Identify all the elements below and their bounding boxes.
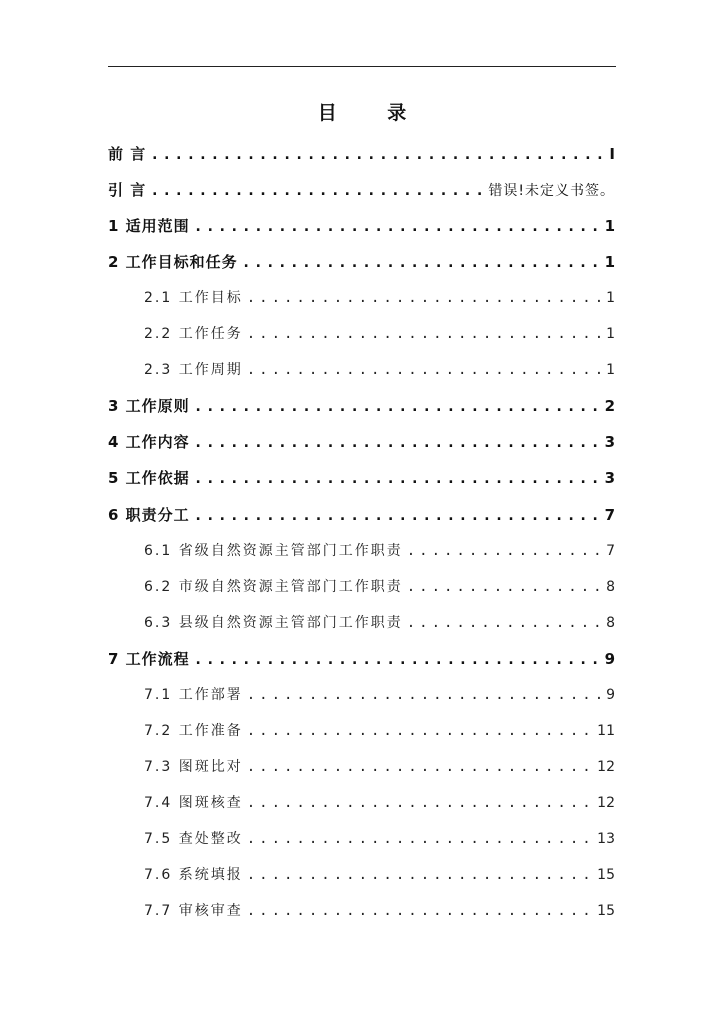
toc-entry-label: 6.3 县级自然资源主管部门工作职责 (144, 615, 403, 631)
toc-leader-dots (247, 903, 593, 919)
header-rule (108, 66, 616, 67)
toc-entry-2-2[interactable] (144, 323, 615, 347)
toc-leader-dots (194, 506, 601, 524)
toc-leader-dots (247, 290, 602, 306)
toc-entry-7-4[interactable] (144, 792, 615, 816)
toc-page-number: 8 (606, 615, 615, 631)
toc-entry-introduction[interactable] (108, 179, 615, 203)
toc-entry-2-1[interactable] (144, 287, 615, 311)
toc-page-number: 8 (606, 579, 615, 595)
page-title: 目 录 (317, 102, 429, 124)
toc-entry-7-1[interactable] (144, 684, 615, 708)
toc-entry-7-7[interactable] (144, 900, 615, 924)
toc-page-number: 9 (606, 687, 615, 703)
toc-page-number: 7 (604, 506, 615, 524)
toc-entry-label: 6.1 省级自然资源主管部门工作职责 (144, 543, 403, 559)
toc-entry-6[interactable] (108, 504, 615, 528)
toc-entry-preface[interactable] (108, 143, 615, 167)
toc-entry-1[interactable] (108, 215, 615, 239)
toc-page-number: 1 (606, 362, 615, 378)
toc-page-number: 1 (604, 217, 615, 235)
toc-leader-dots (242, 253, 601, 271)
toc-page-number: I (609, 145, 615, 163)
toc-entry-label: 7.1 工作部署 (144, 687, 243, 703)
toc-page-number: 3 (604, 469, 615, 487)
toc-leader-dots (247, 795, 593, 811)
toc-entry-label: 7.7 审核审查 (144, 903, 243, 919)
toc-entry-label: 2.2 工作任务 (144, 326, 243, 342)
toc-entry-2[interactable] (108, 251, 615, 275)
toc-entry-label: 4 工作内容 (108, 433, 190, 451)
toc-page-number: 3 (604, 433, 615, 451)
toc-leader-dots (194, 469, 601, 487)
toc-entry-7-6[interactable] (144, 864, 615, 888)
toc-entry-6-1[interactable] (144, 540, 615, 564)
toc-entry-2-3[interactable] (144, 359, 615, 383)
toc-entry-label: 7.3 图斑比对 (144, 759, 243, 775)
toc-entry-label: 7.6 系统填报 (144, 867, 243, 883)
toc-entry-7-2[interactable] (144, 720, 615, 744)
toc-entry-label: 6.2 市级自然资源主管部门工作职责 (144, 579, 403, 595)
toc-entry-3[interactable] (108, 395, 615, 419)
toc-entry-label: 前 言 (108, 145, 147, 163)
toc-entry-label: 7.2 工作准备 (144, 723, 243, 739)
toc-leader-dots (247, 687, 602, 703)
toc-leader-dots (407, 543, 602, 559)
toc-entry-6-2[interactable] (144, 576, 615, 600)
toc-entry-label: 2.1 工作目标 (144, 290, 243, 306)
toc-entry-4[interactable] (108, 431, 615, 455)
toc-page-number: 12 (597, 759, 615, 775)
toc-leader-dots (194, 397, 601, 415)
toc-leader-dots (247, 723, 593, 739)
toc-leader-dots (194, 650, 601, 668)
toc-leader-dots (194, 217, 601, 235)
toc-entry-7-3[interactable] (144, 756, 615, 780)
toc-entry-label: 1 适用范围 (108, 217, 190, 235)
toc-page-number: 1 (606, 326, 615, 342)
toc-entry-label: 2 工作目标和任务 (108, 253, 238, 271)
toc-entry-label: 2.3 工作周期 (144, 362, 243, 378)
toc-leader-dots (247, 362, 602, 378)
toc-leader-dots (247, 867, 593, 883)
toc-entry-7[interactable] (108, 648, 615, 672)
toc-leader-dots (247, 759, 593, 775)
toc-entry-label: 5 工作依据 (108, 469, 190, 487)
toc-leader-dots (150, 145, 605, 163)
toc-leader-dots (407, 615, 602, 631)
toc-entry-label: 7 工作流程 (108, 650, 190, 668)
toc-entry-label: 7.4 图斑核查 (144, 795, 243, 811)
toc-entry-label: 3 工作原则 (108, 397, 190, 415)
toc-page-error-text: 错误!未定义书签。 (488, 183, 615, 199)
toc-leader-dots (407, 579, 602, 595)
toc-leader-dots (247, 326, 602, 342)
toc-page-number: 12 (597, 795, 615, 811)
toc-entry-7-5[interactable] (144, 828, 615, 852)
toc-page-number: 1 (606, 290, 615, 306)
toc-entry-label: 7.5 查处整改 (144, 831, 243, 847)
toc-leader-dots (247, 831, 593, 847)
toc-page-number: 1 (604, 253, 615, 271)
toc-page-number: 7 (606, 543, 615, 559)
toc-page-number: 15 (597, 903, 615, 919)
toc-page-number: 9 (604, 650, 615, 668)
toc-leader-dots (150, 181, 484, 199)
toc-entry-6-3[interactable] (144, 612, 615, 636)
toc-entry-5[interactable] (108, 467, 615, 491)
toc-entry-label: 引 言 (108, 181, 147, 199)
toc-page-number: 2 (604, 397, 615, 415)
toc-page-number: 15 (597, 867, 615, 883)
toc-leader-dots (194, 433, 601, 451)
toc-entry-label: 6 职责分工 (108, 506, 190, 524)
toc-page-number: 11 (597, 723, 615, 739)
toc-page-number: 13 (597, 831, 615, 847)
